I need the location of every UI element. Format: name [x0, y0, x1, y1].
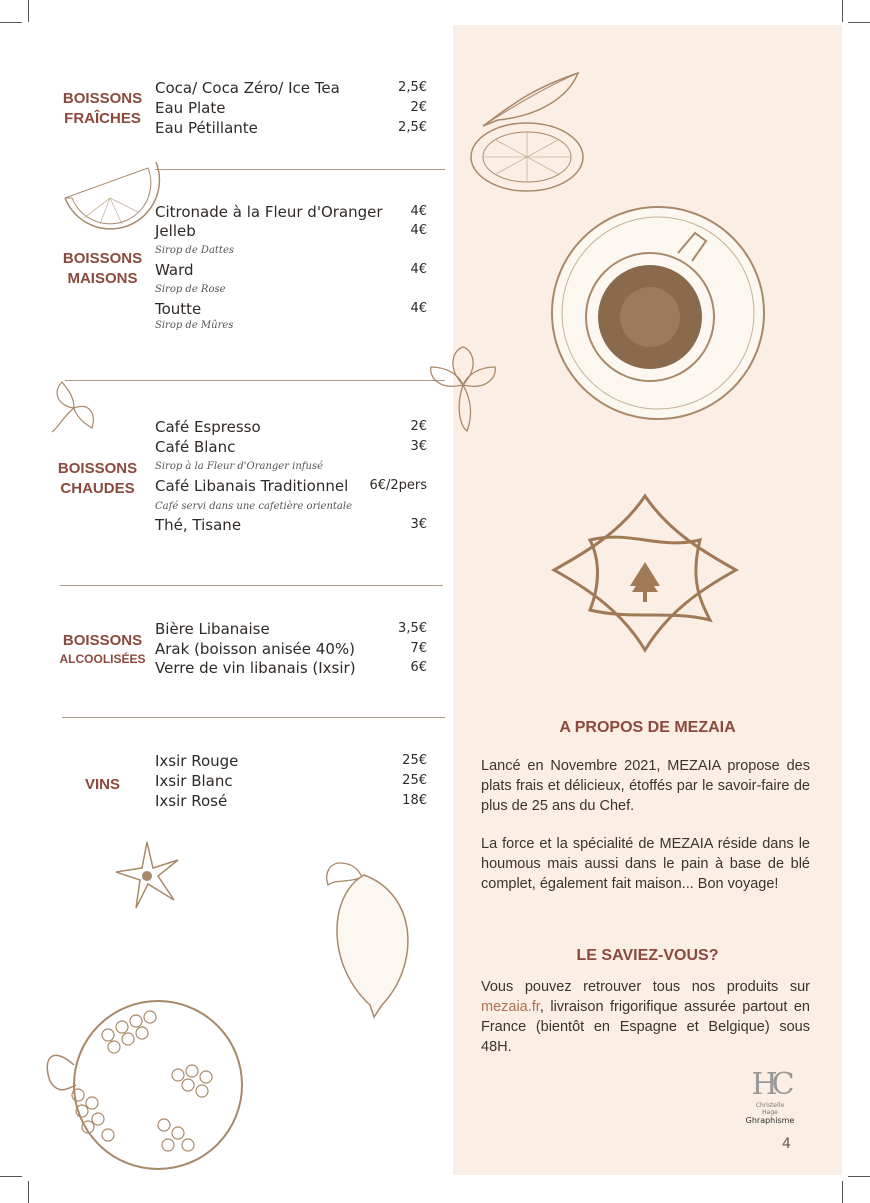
menu-item: Bière Libanaise 3,5€	[155, 620, 427, 638]
divider	[155, 169, 445, 170]
menu-item: Verre de vin libanais (Ixsir) 6€	[155, 659, 427, 677]
item-note: Sirop de Dattes	[155, 245, 234, 256]
divider	[65, 380, 445, 381]
about-paragraph: La force et la spécialité de MEZAIA réside dans le houmous mais aussi dans le pain à base de blé complet, également fait maison... Bon voyage!	[481, 836, 810, 892]
credit-line: Hage	[762, 1109, 778, 1116]
star-anise-icon	[112, 838, 182, 912]
crop-mark	[848, 22, 870, 23]
menu-item: Toutte 4€	[155, 300, 427, 318]
item-note: Sirop de Mûres	[155, 320, 234, 331]
menu-item: Jelleb 4€	[155, 222, 427, 240]
item-note: Sirop de Rose	[155, 284, 226, 295]
item-note: Café servi dans une cafetière orientale	[155, 501, 353, 512]
about-paragraph: Lancé en Novembre 2021, MEZAIA propose des plats frais et délicieux, étoffés par le savoir-faire de plus de 25 ans du Chef.	[481, 758, 810, 814]
section-title-fraiches: BOISSONS FRAÎCHES	[62, 90, 143, 127]
crop-mark	[842, 0, 843, 22]
know-paragraph: Vous pouvez retrouver tous nos produits sur mezaia.fr, livraison frigorifique assurée partout en France (bientôt en Espagne et Belgique) sous 48H.	[481, 979, 810, 1055]
menu-item: Ward 4€	[155, 261, 427, 279]
lemon-half-icon	[466, 118, 588, 196]
divider	[60, 585, 443, 586]
credit-line: Ghraphisme	[745, 1116, 795, 1125]
section-title-chaudes: BOISSONS CHAUDES	[57, 460, 138, 497]
crop-mark	[0, 22, 22, 23]
orange-blossom-icon	[48, 378, 100, 436]
menu-item: Café Espresso 2€	[155, 418, 427, 436]
menu-item: Arak (boisson anisée 40%) 7€	[155, 640, 427, 658]
menu-item: Eau Plate 2€	[155, 99, 427, 117]
orange-slice-icon	[60, 158, 162, 230]
designer-mark: HC	[751, 1067, 789, 1102]
crop-mark	[28, 0, 29, 22]
crop-mark	[28, 1181, 29, 1203]
know-title: LE SAVIEZ-VOUS?	[576, 947, 719, 964]
brand-logo-icon	[550, 490, 740, 658]
menu-item: Café Blanc 3€	[155, 438, 427, 456]
section-title-maisons: BOISSONS MAISONS	[62, 250, 143, 287]
credit-line: Christelle	[755, 1102, 785, 1109]
pomegranate-icon	[38, 985, 243, 1177]
crop-mark	[0, 1176, 22, 1177]
item-note: Sirop à la Fleur d'Oranger infusé	[155, 461, 324, 472]
menu-item: Ixsir Blanc 25€	[155, 772, 427, 790]
website-link[interactable]: mezaia.fr	[481, 999, 540, 1015]
menu-item: Coca/ Coca Zéro/ Ice Tea 2,5€	[155, 79, 427, 97]
menu-item: Ixsir Rouge 25€	[155, 752, 427, 770]
menu-item: Ixsir Rosé 18€	[155, 792, 427, 810]
menu-item: Eau Pétillante 2,5€	[155, 119, 427, 137]
page-number: 4	[782, 1136, 791, 1152]
section-title-vins: VINS	[84, 776, 120, 793]
divider	[62, 717, 445, 718]
section-title-alcoolisees: BOISSONS ALCOOLISÉES	[59, 632, 146, 666]
about-title: A PROPOS DE MEZAIA	[559, 719, 736, 736]
crop-mark	[848, 1176, 870, 1177]
menu-item: Citronade à la Fleur d'Oranger 4€	[155, 203, 427, 221]
menu-item: Thé, Tisane 3€	[155, 516, 427, 534]
coffee-cup-icon	[550, 205, 766, 421]
mint-leaves-icon	[425, 345, 503, 435]
designer-credit	[745, 1068, 795, 1128]
menu-item: Café Libanais Traditionnel 6€/2pers	[155, 477, 427, 495]
crop-mark	[842, 1181, 843, 1203]
lemon-icon	[300, 855, 430, 1020]
